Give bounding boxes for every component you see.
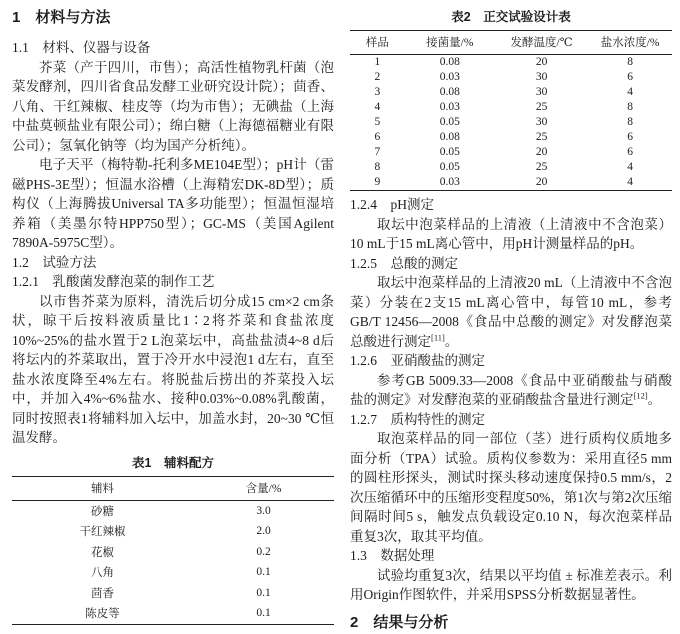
section-heading-2-partial: 2 结果与分析 bbox=[350, 613, 449, 631]
section-heading-1-3: 1.3 数据处理 bbox=[350, 548, 435, 563]
table-row bbox=[12, 500, 334, 521]
table-row bbox=[350, 100, 672, 115]
table-row bbox=[350, 85, 672, 100]
table-cell: 3.0 bbox=[256, 504, 271, 517]
table-cell: 25 bbox=[535, 101, 548, 113]
table-orthogonal-design bbox=[350, 30, 672, 191]
table-cell: 25 bbox=[535, 161, 548, 173]
table-cell: 5 bbox=[374, 116, 381, 128]
table-row bbox=[350, 160, 672, 175]
table-row bbox=[350, 115, 672, 130]
paragraph-nitrite bbox=[350, 371, 672, 410]
table-row bbox=[12, 603, 334, 624]
table-header-cell: 辅料 bbox=[12, 476, 193, 500]
table-cell: 0.03 bbox=[439, 101, 460, 113]
table2-header bbox=[350, 31, 672, 55]
section-heading-1-2-7: 1.2.7 质构特性的测定 bbox=[350, 411, 485, 427]
table-cell: 6 bbox=[374, 131, 381, 143]
table-cell: 0.1 bbox=[256, 586, 271, 599]
table-header-cell: 接菌量/% bbox=[405, 31, 495, 55]
table-cell: 3 bbox=[374, 86, 381, 98]
citation-ref-12: [12] bbox=[633, 390, 648, 401]
table1-body bbox=[12, 500, 334, 624]
table-cell: 30 bbox=[535, 71, 548, 83]
table-header-row bbox=[350, 31, 672, 55]
table-cell: 0.08 bbox=[439, 56, 460, 68]
table-cell: 八角 bbox=[91, 567, 115, 579]
section-heading-1-2-1: 1.2.1 乳酸菌发酵泡菜的制作工艺 bbox=[12, 274, 215, 289]
paragraph-total-acid bbox=[350, 273, 672, 351]
paragraph-statistics: 试验均重复3次，结果以平均值 ± 标准差表示。利用Origin作图软件，并采用SPSS分析数据显著性。 bbox=[350, 567, 672, 602]
table-header-cell: 发酵温度/℃ bbox=[495, 31, 588, 55]
table-cell: 6 bbox=[627, 146, 633, 158]
paragraph-total-acid-text: 取坛中泡菜样品的上清液20 mL（上清液中不含泡菜）分装在2支15 mL离心管中，每管10 mL，参考GB/T 12456—2008《食品中总酸的测定》对发酵泡菜总酸进行测定 bbox=[350, 275, 672, 349]
table-cell: 20 bbox=[535, 146, 548, 158]
table-cell: 4 bbox=[374, 101, 381, 113]
paragraph-nitrite-tail: 。 bbox=[647, 392, 662, 407]
table-row bbox=[12, 542, 334, 563]
table-header-cell: 含量/% bbox=[193, 476, 334, 500]
table-row bbox=[12, 521, 334, 542]
table-cell: 0.05 bbox=[439, 116, 460, 128]
table-cell: 4 bbox=[627, 176, 633, 188]
table-cell: 8 bbox=[627, 116, 633, 128]
table-cell: 1 bbox=[374, 56, 381, 68]
table2-body bbox=[350, 55, 672, 191]
table-row bbox=[350, 175, 672, 191]
table-cell: 20 bbox=[535, 176, 548, 188]
table-cell: 30 bbox=[535, 86, 548, 98]
table-header-cell: 盐水浓度/% bbox=[588, 31, 672, 55]
paragraph-nitrite-text: 参考GB 5009.33—2008《食品中亚硝酸盐与硝酸盐的测定》对发酵泡菜的亚硝酸盐含量进行测定 bbox=[350, 372, 672, 407]
table-cell: 8 bbox=[374, 161, 381, 173]
table-cell: 9 bbox=[374, 176, 381, 188]
paragraph-materials: 芥菜（产于四川，市售）；高活性植物乳杆菌（泡菜发酵剂，四川省食品发酵工业研究设计院）；茴香、八角、干红辣椒、桂皮等（均为市售）；无碘盐（上海中盐莫顿盐业有限公司）；绵白糖（上海德福糖业有限公司）；氢氧化钠等（均为国产分析纯）。 bbox=[12, 59, 334, 153]
table-cell: 8 bbox=[627, 56, 633, 68]
section-heading-1-2: 1.2 试验方法 bbox=[12, 254, 97, 270]
right-column bbox=[350, 5, 672, 631]
table-row bbox=[350, 145, 672, 160]
table-cell: 0.05 bbox=[439, 146, 460, 158]
paragraph-total-acid-tail: 。 bbox=[444, 333, 459, 349]
paragraph-process: 以市售芥菜为原料，清洗后切分成15 cm×2 cm条状，晾干后按料液质量比1∶2将芥菜和食盐浓度10%~25%的盐水置于2 L泡菜坛中，高盐盐渍4~8 d后将坛内的芥菜取出，置于冷开水中浸泡1 d左右，直至盐水浓度降至4%左右。将脱盐后捞出的芥菜投入坛中，并加入4%~6%盐水、接种0.03%~0.08%乳酸菌，同时按照表1将辅料加入坛中，加盖水封，20~30 ℃恒温发酵。 bbox=[12, 293, 334, 445]
clipped-next-section bbox=[350, 612, 672, 631]
table-cell: 4 bbox=[627, 161, 633, 173]
table-cell: 25 bbox=[535, 131, 548, 143]
table-cell: 0.03 bbox=[439, 176, 460, 188]
paragraph-texture: 取泡菜样品的同一部位（茎）进行质构仪质地多面分析（TPA）试验。质构仪参数为：采用直径5 mm的圆柱形探头，测试时探头移动速度保持0.5 mm/s，2次压缩循环中的压缩形变程度50%，第1次与第2次压缩间隔时间5 s，触发点负载设定0.10 N，每次泡菜样品重复3次，取其平均值。 bbox=[350, 431, 672, 544]
table-row bbox=[350, 55, 672, 71]
table-cell: 0.08 bbox=[439, 131, 460, 143]
table-auxiliary-formula bbox=[12, 476, 334, 625]
table-row bbox=[12, 562, 334, 583]
paragraph-ph: 取坛中泡菜样品的上清液（上清液中不含泡菜）10 mL于15 mL离心管中，用pH计测量样品的pH。 bbox=[350, 216, 672, 251]
table-cell: 30 bbox=[535, 116, 548, 128]
table-cell: 20 bbox=[535, 56, 548, 68]
table-row bbox=[350, 70, 672, 85]
section-heading-1: 1 材料与方法 bbox=[12, 9, 111, 26]
table-cell: 0.1 bbox=[256, 607, 271, 619]
section-heading-1-2-5: 1.2.5 总酸的测定 bbox=[350, 255, 458, 271]
citation-ref-11: [11] bbox=[431, 332, 445, 342]
section-heading-1-2-6: 1.2.6 亚硝酸盐的测定 bbox=[350, 353, 485, 368]
table1-caption: 表1 辅料配方 bbox=[132, 455, 214, 470]
table-cell: 6 bbox=[627, 71, 633, 83]
table-cell: 4 bbox=[627, 86, 633, 98]
table-cell: 0.08 bbox=[439, 86, 460, 98]
table-header-cell: 样品 bbox=[350, 31, 405, 55]
table-cell: 0.05 bbox=[439, 161, 460, 173]
table-cell: 2 bbox=[374, 71, 381, 83]
table-cell: 0.03 bbox=[439, 71, 460, 83]
section-heading-1-1: 1.1 材料、仪器与设备 bbox=[12, 40, 151, 55]
table-cell: 6 bbox=[627, 131, 633, 143]
table-cell: 陈皮等 bbox=[85, 608, 120, 620]
table-cell: 砂糖 bbox=[91, 505, 115, 518]
left-column bbox=[12, 5, 334, 625]
table1-header bbox=[12, 476, 334, 500]
table-header-row bbox=[12, 476, 334, 500]
table-cell: 0.1 bbox=[256, 566, 271, 578]
paragraph-instruments: 电子天平（梅特勒-托利多ME104E型）；pH计（雷磁PHS-3E型）；恒温水浴槽（上海精宏DK-8D型）；质构仪（上海腾拔Universal TA多功能型）；恒温恒湿培养箱（美墨尔特HPP750型）；GC-MS（美国Agilent 7890A-5975C型）。 bbox=[12, 157, 334, 250]
table-row bbox=[350, 130, 672, 145]
table-cell: 茴香 bbox=[91, 587, 115, 600]
table-cell: 0.2 bbox=[256, 545, 271, 558]
table-cell: 花椒 bbox=[91, 546, 115, 559]
table-cell: 7 bbox=[374, 146, 381, 158]
table-row bbox=[12, 583, 334, 604]
table-cell: 干红辣椒 bbox=[79, 526, 126, 538]
table2-caption: 表2 正交试验设计表 bbox=[451, 10, 571, 24]
table-cell: 2.0 bbox=[256, 525, 271, 537]
section-heading-1-2-4: 1.2.4 pH测定 bbox=[350, 197, 434, 212]
table-cell: 8 bbox=[627, 101, 633, 113]
